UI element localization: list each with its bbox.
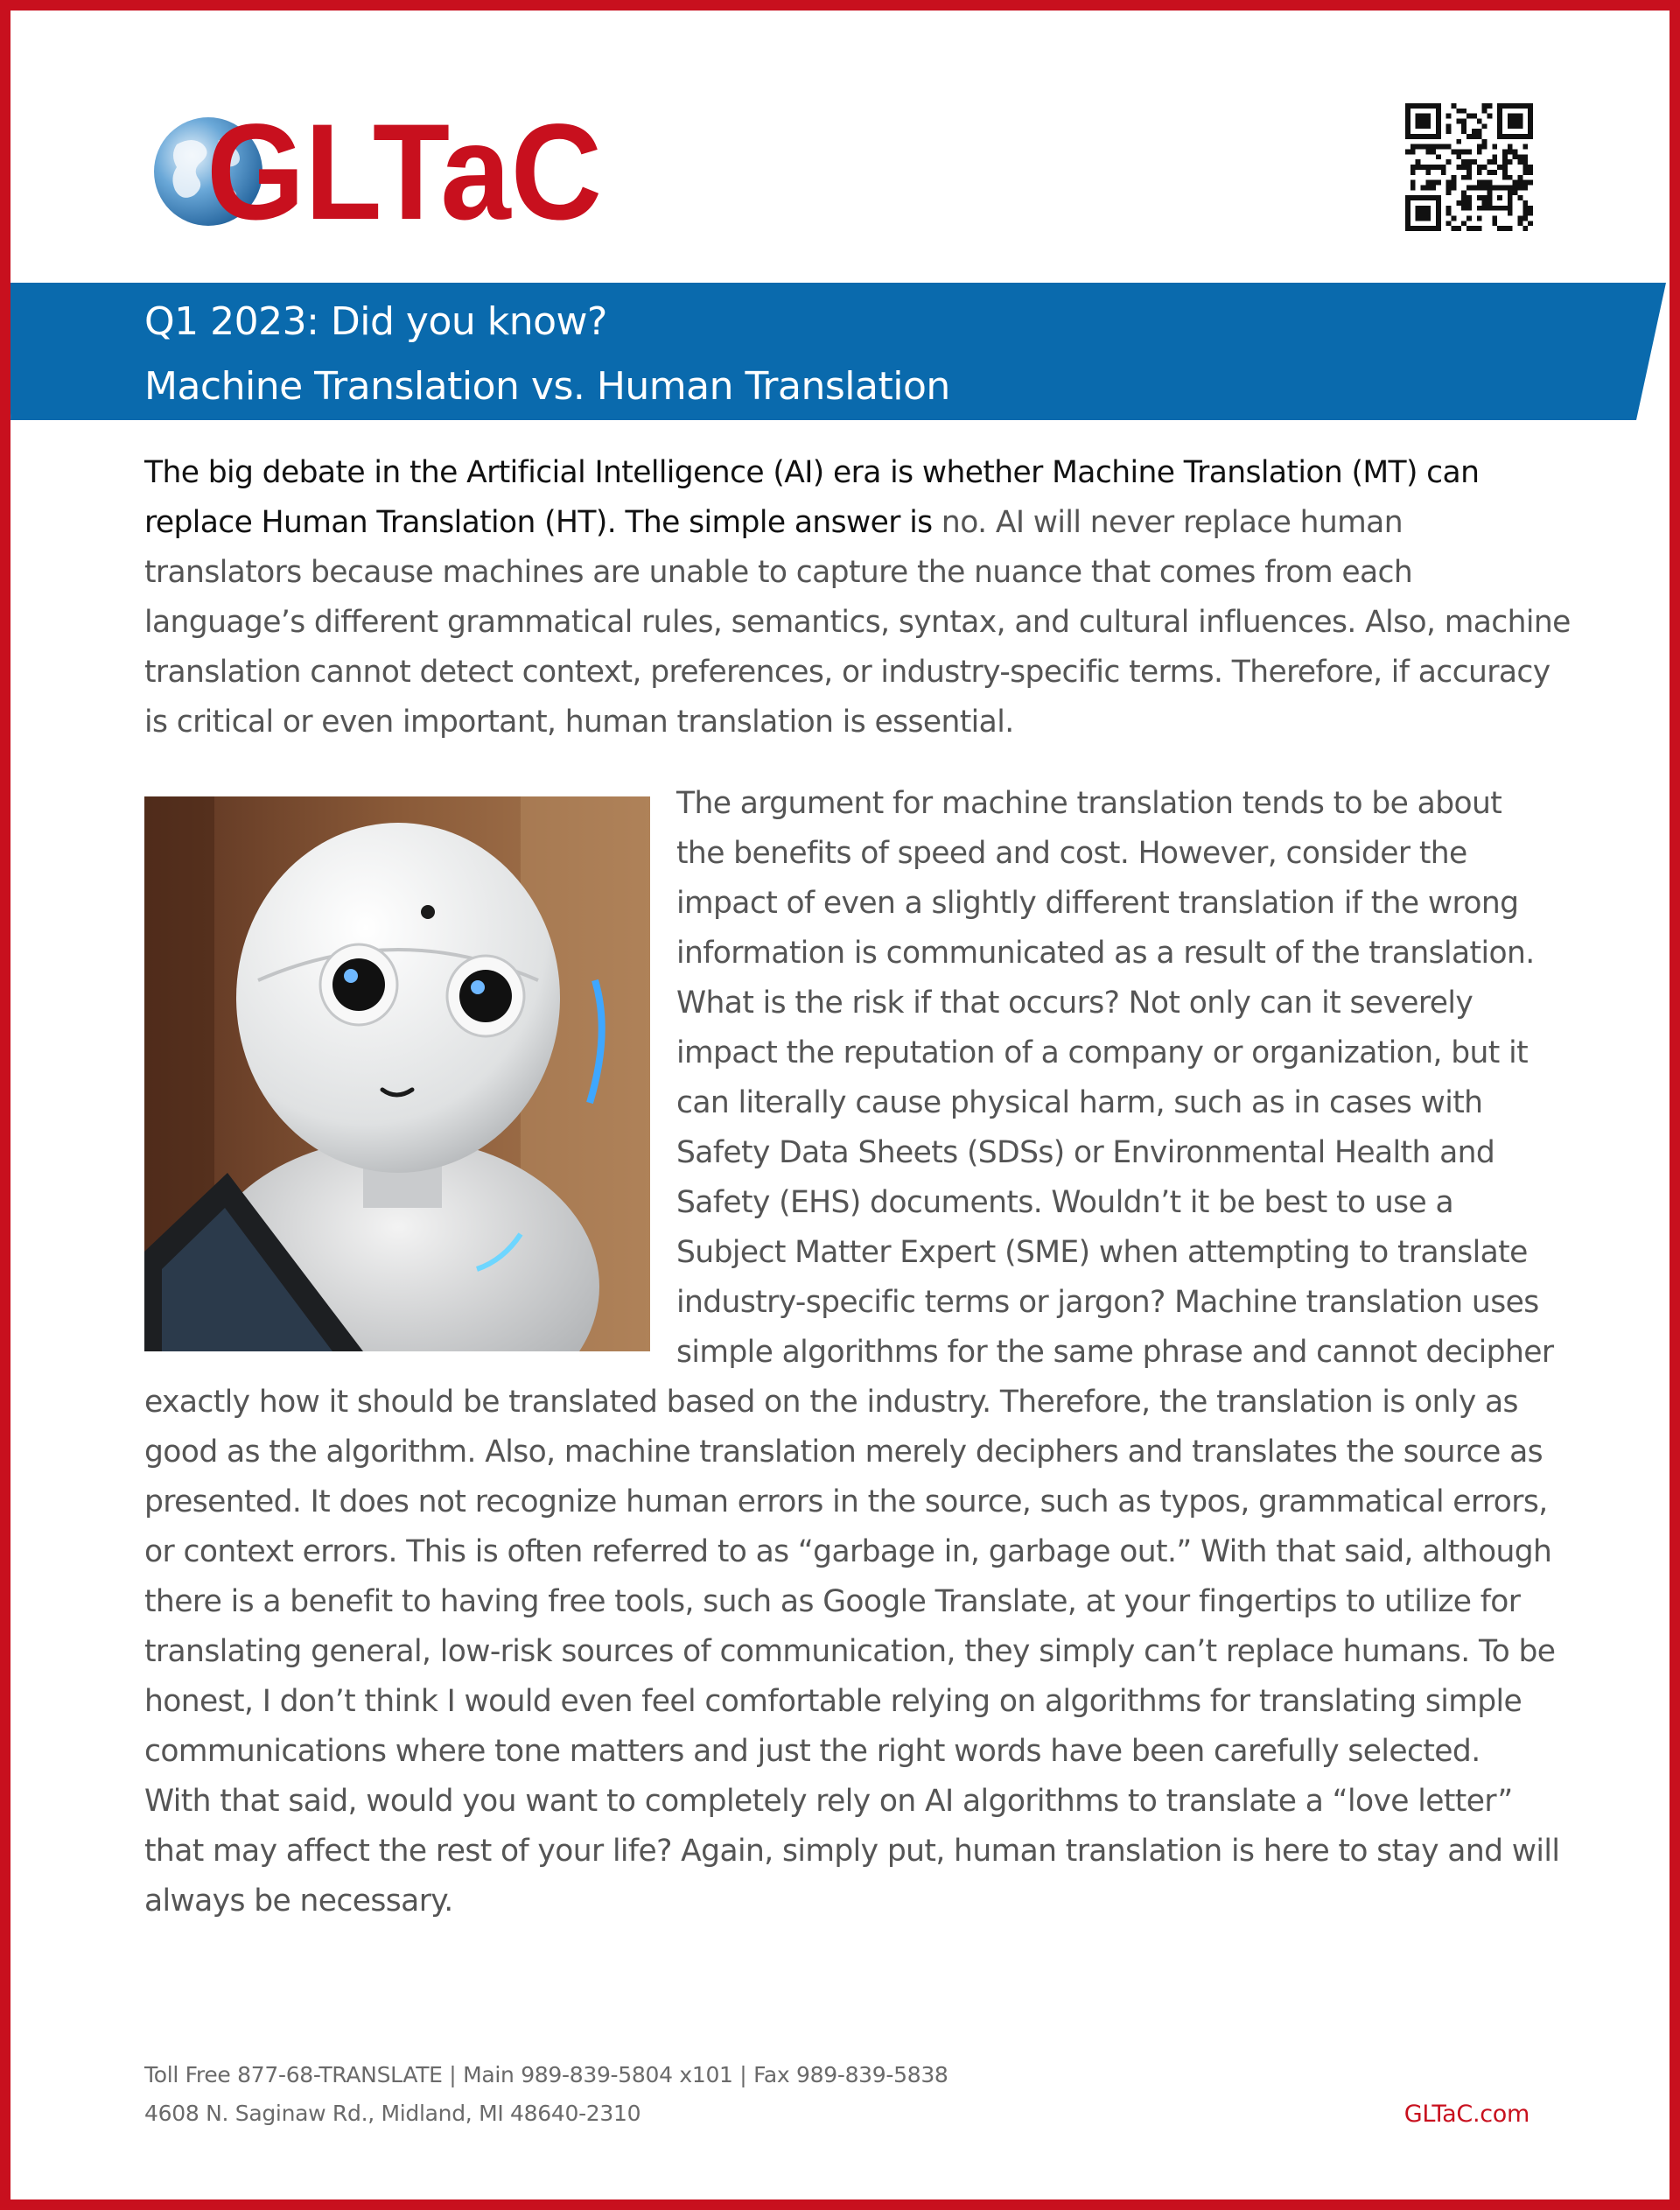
banner-title-line1: Q1 2023: Did you know? <box>144 299 607 344</box>
body-line: presented. It does not recognize human errors in the source, such as typos, grammatical errors, <box>144 1484 1548 1519</box>
intro-line: translation cannot detect context, preferences, or industry-specific terms. Therefore, if accuracy <box>144 655 1550 690</box>
body-line: information is communicated as a result of the translation. <box>676 936 1535 971</box>
title-banner <box>0 283 1680 420</box>
banner-title-line2: Machine Translation vs. Human Translation <box>144 364 950 409</box>
body-line: Safety (EHS) documents. Wouldn’t it be best to use a <box>676 1185 1454 1220</box>
intro-line: language’s different grammatical rules, semantics, syntax, and cultural influences. Also, machine <box>144 605 1571 640</box>
intro-line: is critical or even important, human translation is essential. <box>144 705 1014 740</box>
body-line: The argument for machine translation tends to be about <box>676 786 1502 821</box>
body-line: exactly how it should be translated based on the industry. Therefore, the translation is only as <box>144 1385 1518 1420</box>
body-line: industry-specific terms or jargon? Machine translation uses <box>676 1285 1539 1320</box>
body-line: communications where tone matters and just the right words have been carefully selected. <box>144 1734 1480 1769</box>
gltac-logo <box>150 105 606 236</box>
body-line: impact the reputation of a company or organization, but it <box>676 1035 1528 1070</box>
body-line: Safety Data Sheets (SDSs) or Environmental Health and <box>676 1135 1495 1170</box>
body-line: What is the risk if that occurs? Not only can it severely <box>676 986 1474 1021</box>
svg-text:GLTaC: GLTaC <box>206 105 602 236</box>
footer-address: 4608 N. Saginaw Rd., Midland, MI 48640-2310 <box>144 2101 641 2126</box>
body-line: simple algorithms for the same phrase and cannot decipher <box>676 1335 1554 1370</box>
body-line: Subject Matter Expert (SME) when attempting to translate <box>676 1235 1528 1270</box>
body-line: the benefits of speed and cost. However, consider the <box>676 836 1467 871</box>
body-line: or context errors. This is often referred to as “garbage in, garbage out.” With that said, although <box>144 1534 1552 1569</box>
qr-code[interactable] <box>1405 103 1533 231</box>
body-line: impact of even a slightly different translation if the wrong <box>676 886 1519 921</box>
intro-line-light: no. AI will never replace human <box>941 505 1403 540</box>
body-line: With that said, would you want to completely rely on AI algorithms to translate a “love letter” <box>144 1784 1513 1819</box>
intro-line: translators because machines are unable to capture the nuance that comes from each <box>144 555 1413 590</box>
intro-line-dark: replace Human Translation (HT). The simple answer is <box>144 505 942 540</box>
body-line: can literally cause physical harm, such as in cases with <box>676 1085 1483 1120</box>
body-line: that may affect the rest of your life? Again, simply put, human translation is here to stay and will <box>144 1834 1560 1869</box>
body-line: there is a benefit to having free tools, such as Google Translate, at your fingertips to utilize for <box>144 1584 1521 1619</box>
body-line: honest, I don’t think I would even feel comfortable relying on algorithms for translating simple <box>144 1684 1522 1719</box>
body-line: translating general, low-risk sources of communication, they simply can’t replace humans. To be <box>144 1634 1556 1669</box>
robot-photo <box>144 796 650 1351</box>
intro-line: The big debate in the Artificial Intelligence (AI) era is whether Machine Translation (MT) can <box>144 455 1480 490</box>
intro-line <box>144 498 1403 548</box>
footer-contact: Toll Free 877-68-TRANSLATE | Main 989-839-5804 x101 | Fax 989-839-5838 <box>144 2062 948 2087</box>
footer-website-link[interactable]: GLTaC.com <box>1404 2101 1530 2128</box>
body-line: good as the algorithm. Also, machine translation merely deciphers and translates the source as <box>144 1435 1544 1470</box>
body-line: always be necessary. <box>144 1884 453 1919</box>
